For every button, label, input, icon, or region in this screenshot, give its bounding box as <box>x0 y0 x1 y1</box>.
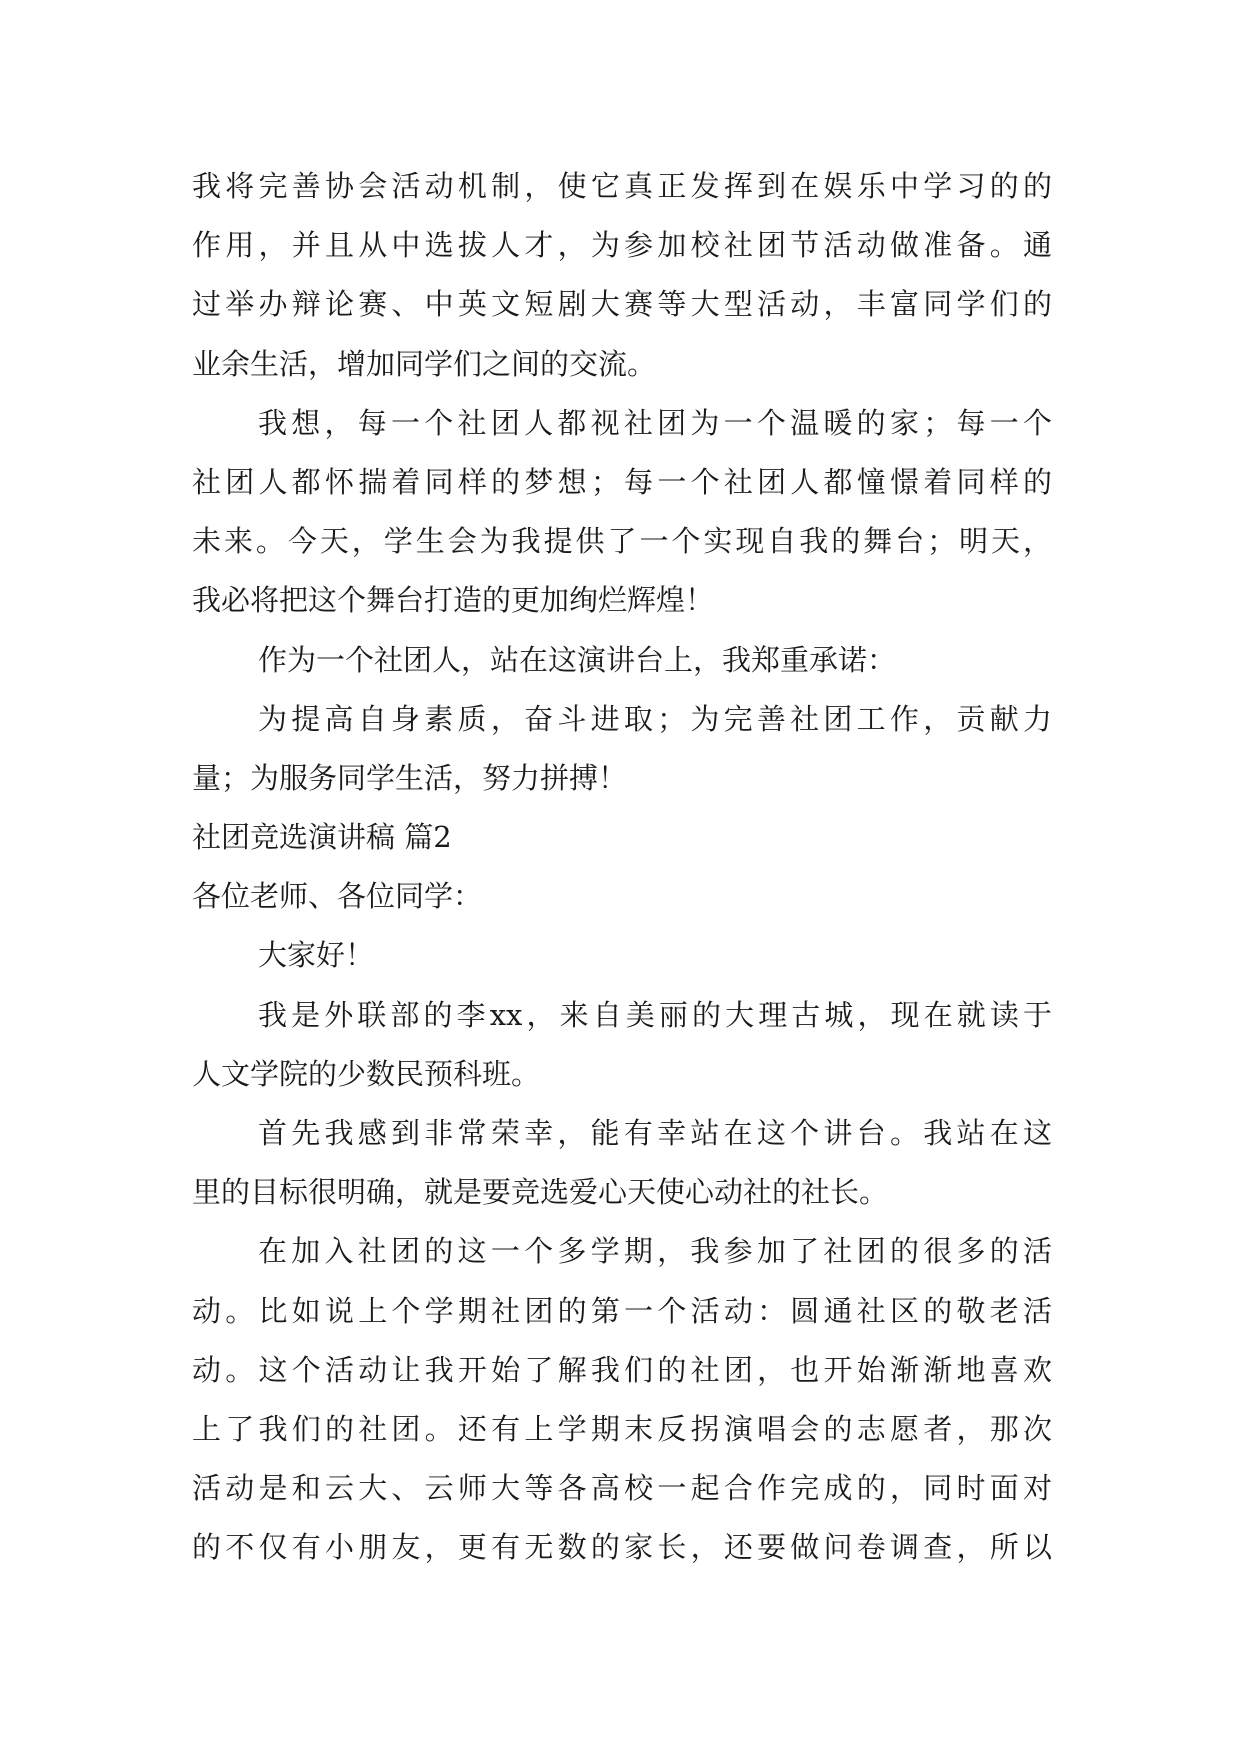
paragraph-line: 量；为服务同学生活，努力拼搏！ <box>192 760 628 795</box>
paragraph-line: 业余生活，增加同学们之间的交流。 <box>192 346 657 381</box>
section-heading: 社团竞选演讲稿 篇2 <box>192 820 452 855</box>
paragraph-line: 为提高自身素质，奋斗进取；为完善社团工作，贡献力 <box>258 701 1052 736</box>
paragraph-line: 活动是和云大、云师大等各高校一起合作完成的，同时面对 <box>192 1471 1052 1506</box>
paragraph-line: 作用，并且从中选拔人才，为参加校社团节活动做准备。通 <box>192 228 1052 263</box>
paragraph-line: 在加入社团的这一个多学期，我参加了社团的很多的活 <box>258 1234 1052 1269</box>
salutation: 各位老师、各位同学： <box>192 879 483 914</box>
paragraph-line: 上了我们的社团。还有上学期末反拐演唱会的志愿者，那次 <box>192 1411 1052 1446</box>
paragraph-line: 社团人都怀揣着同样的梦想；每一个社团人都憧憬着同样的 <box>192 464 1052 499</box>
document-body <box>192 157 1052 1578</box>
paragraph-line: 动。比如说上个学期社团的第一个活动：圆通社区的敬老活 <box>192 1293 1052 1328</box>
paragraph-line: 人文学院的少数民预科班。 <box>192 1056 541 1091</box>
paragraph-line: 里的目标很明确，就是要竞选爱心天使心动社的社长。 <box>192 1175 889 1210</box>
paragraph-line: 过举办辩论赛、中英文短剧大赛等大型活动，丰富同学们的 <box>192 287 1052 322</box>
paragraph-line: 作为一个社团人，站在这演讲台上，我郑重承诺： <box>258 642 897 677</box>
paragraph-line: 我必将把这个舞台打造的更加绚烂辉煌！ <box>192 583 715 618</box>
paragraph-line: 我想，每一个社团人都视社团为一个温暖的家；每一个 <box>258 405 1052 440</box>
paragraph-line: 我将完善协会活动机制，使它真正发挥到在娱乐中学习的的 <box>192 169 1052 203</box>
paragraph-line: 的不仅有小朋友，更有无数的家长，还要做问卷调查，所以 <box>192 1530 1052 1565</box>
paragraph-line: 首先我感到非常荣幸，能有幸站在这个讲台。我站在这 <box>258 1116 1052 1150</box>
paragraph-line: 未来。今天，学生会为我提供了一个实现自我的舞台；明天， <box>192 524 1052 559</box>
paragraph-line: 我是外联部的李xx，来自美丽的大理古城，现在就读于 <box>258 997 1052 1032</box>
paragraph-line: 动。这个活动让我开始了解我们的社团，也开始渐渐地喜欢 <box>192 1352 1052 1387</box>
greeting: 大家好！ <box>258 938 375 973</box>
